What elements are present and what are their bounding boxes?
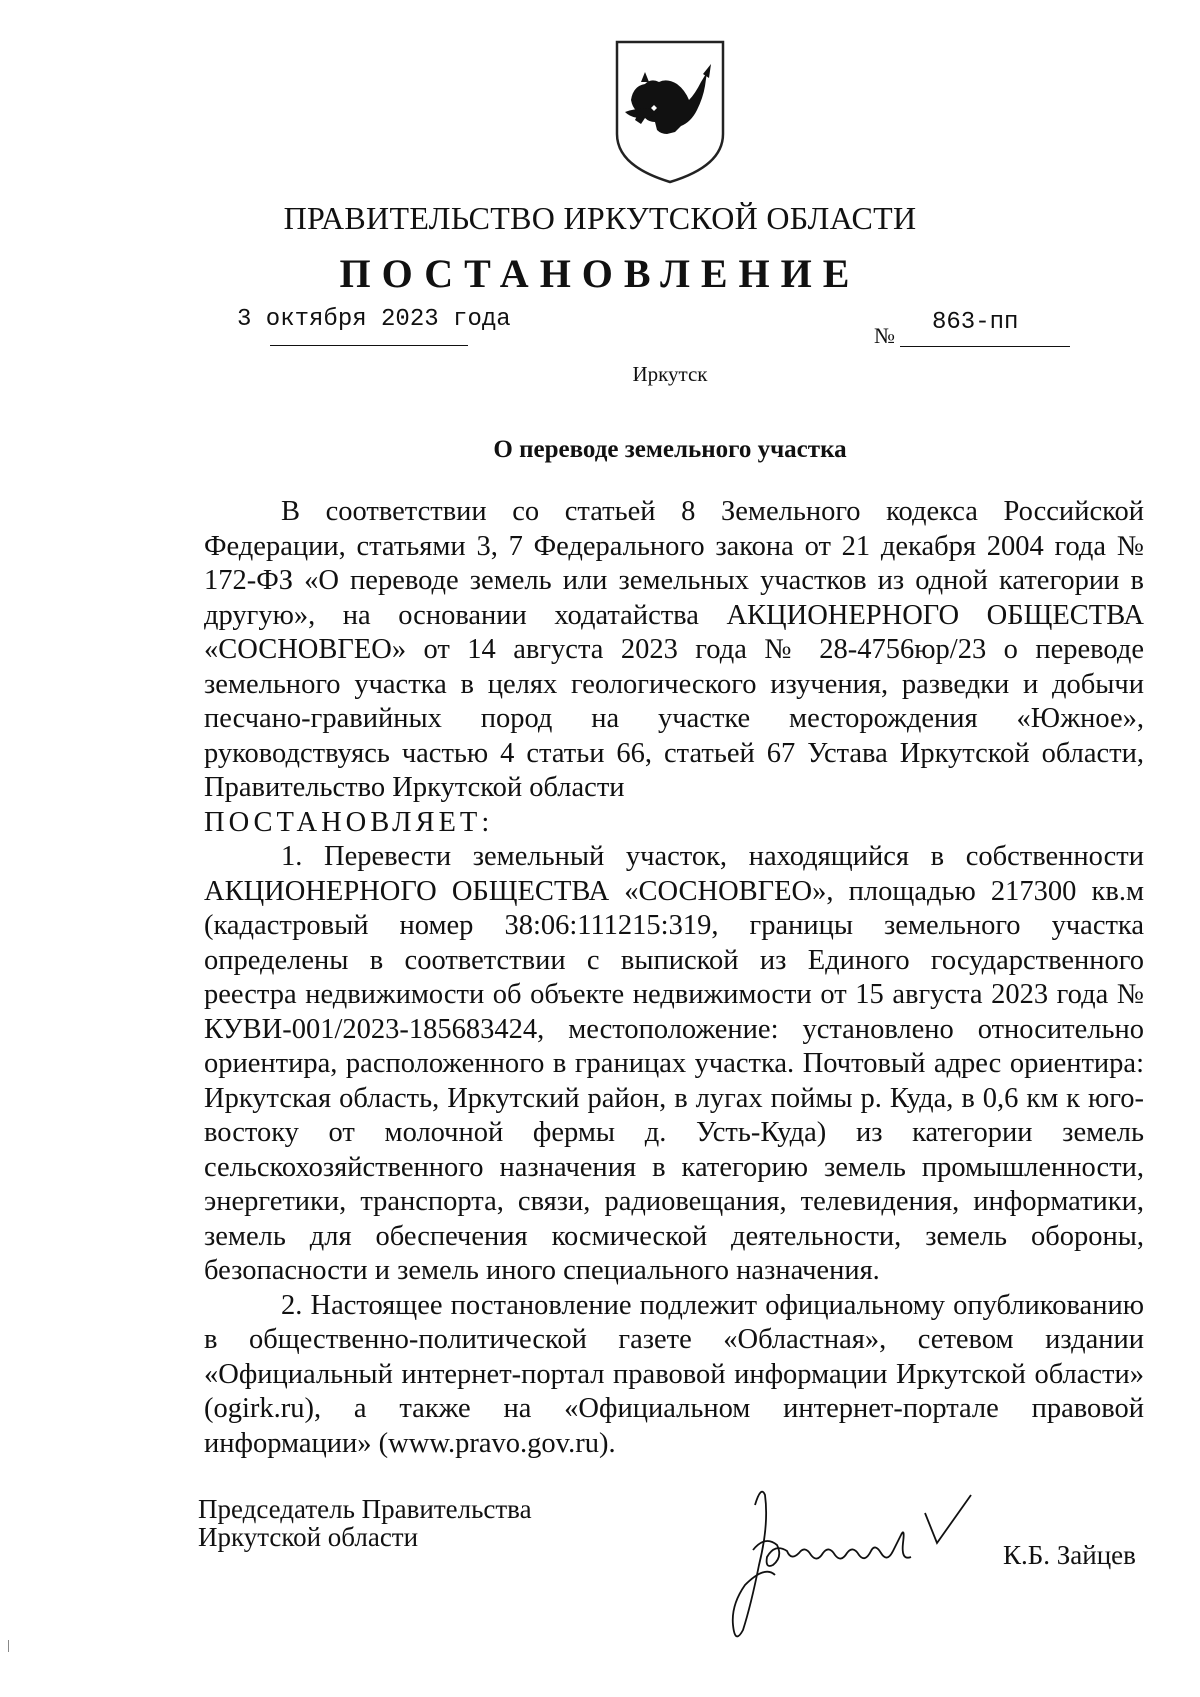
- number-sign: №: [874, 323, 895, 348]
- coat-of-arms-icon: [611, 38, 729, 186]
- item-1-paragraph: 1. Перевести земельный участок, находящийся в собственности АКЦИОНЕРНОГО ОБЩЕСТВА «СОСНОВГЕО», площадью 217300 кв.м (кадастровый номер 38:06:111215:319, границы земельного участка определены в соответствии с выпиской из Единого государственного реестра недвижимости об объекте недвижимости от 15 августа 2023 года № КУВИ-001/2023-185683424, местоположение: установлено относительно ориентира, расположенного в границах участка. Почтовый адрес ориентира: Иркутская область, Иркутский район, в лугах поймы р. Куда, в 0,6 км к юго-востоку от молочной фермы д. Усть-Куда) из категории земель сельскохозяйственного назначения в категорию земель промышленности, энергетики, транспорта, связи, радиовещания, телевидения, информатики, земель для обеспечения космической деятельности, земель обороны, безопасности и земель иного специального назначения.: [204, 841, 1144, 1286]
- scan-margin-mark: [8, 1640, 9, 1652]
- document-city: Иркутск: [632, 362, 708, 386]
- signer-position-line-1: Председатель Правительства: [198, 1494, 532, 1524]
- document-subject: О переводе земельного участка: [493, 436, 847, 463]
- number-underline: [900, 346, 1070, 347]
- signer-name: К.Б. Зайцев: [1003, 1540, 1136, 1570]
- preamble-paragraph: В соответствии со статьей 8 Земельного кодекса Российской Федерации, статьями 3, 7 Федерального закона от 21 декабря 2004 года № 172-ФЗ «О переводе земель или земельных участков из одной категории в другую», на основании ходатайства АКЦИОНЕРНОГО ОБЩЕСТВА «СОСНОВГЕО» от 14 августа 2023 года № 28-4756юр/23 о переводе земельного участка в целях геологического изучения, разведки и добычи песчано-гравийных пород на участке месторождения «Южное», руководствуясь частью 4 статьи 66, статьей 67 Устава Иркутской области, Правительство Иркутской области: [204, 496, 1144, 803]
- document-type: ПОСТАНОВЛЕНИЕ: [339, 251, 861, 296]
- document-number: 863-пп: [932, 309, 1019, 336]
- document-date: 3 октября 2023 года: [237, 306, 511, 333]
- signer-position-line-2: Иркутской области: [198, 1522, 419, 1552]
- date-underline: [270, 345, 468, 346]
- item-2-paragraph: 2. Настоящее постановление подлежит официальному опубликованию в общественно-политической газете «Областная», сетевом издании «Официальный интернет-портал правовой информации Иркутской области» (ogirk.ru), а также на «Официальном интернет-портале правовой информации» (www.pravo.gov.ru).: [204, 1289, 1144, 1459]
- document-body: [204, 495, 1144, 1461]
- signer-position: [198, 1495, 532, 1551]
- government-name: ПРАВИТЕЛЬСТВО ИРКУТСКОЙ ОБЛАСТИ: [283, 200, 917, 236]
- resolves-heading: ПОСТАНОВЛЯЕТ:: [204, 806, 494, 838]
- handwritten-signature-icon: [725, 1465, 990, 1650]
